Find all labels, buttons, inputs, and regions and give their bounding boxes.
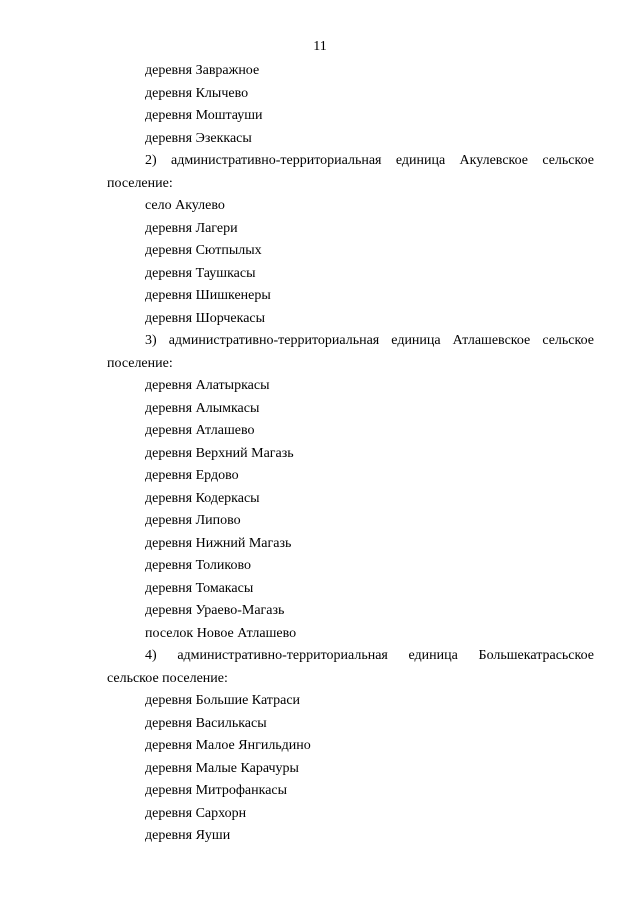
list-item: деревня Таушкасы bbox=[145, 265, 256, 281]
document-body bbox=[107, 60, 594, 848]
list-item: деревня Завражное bbox=[145, 63, 260, 78]
list-item: деревня Томакасы bbox=[145, 580, 254, 596]
list-item: деревня Малое Янгильдино bbox=[145, 738, 311, 753]
list-item: деревня Сютпылых bbox=[145, 243, 262, 258]
list-item: деревня Алымкасы bbox=[145, 400, 260, 416]
list-item: деревня Лагери bbox=[145, 220, 238, 236]
section-heading-paragraph: 3) административно-территориальная единица Атлашевское сельское поселение: bbox=[107, 333, 594, 371]
section-heading-paragraph: 2) административно-территориальная единица Акулевское сельское поселение: bbox=[107, 153, 594, 191]
list-item: деревня Моштауши bbox=[145, 108, 263, 123]
list-item: деревня Василькасы bbox=[145, 715, 267, 731]
list-item: деревня Митрофанкасы bbox=[145, 783, 288, 798]
section-heading-paragraph: 4) административно-территориальная единица Большекатрасьское сельское поселение: bbox=[107, 648, 594, 686]
list-item: деревня Алатыркасы bbox=[145, 378, 270, 393]
list-item: деревня Толиково bbox=[145, 558, 251, 573]
list-item: деревня Верхний Магазь bbox=[145, 445, 294, 461]
list-item: деревня Кодеркасы bbox=[145, 490, 260, 506]
list-item: деревня Клычево bbox=[145, 85, 249, 101]
list-item: поселок Новое Атлашево bbox=[145, 625, 297, 641]
list-item: деревня Малые Карачуры bbox=[145, 760, 299, 776]
list-item: село Акулево bbox=[145, 198, 225, 213]
list-item: деревня Ураево-Магазь bbox=[145, 603, 285, 618]
list-item: деревня Шишкенеры bbox=[145, 288, 271, 303]
list-item: деревня Шорчекасы bbox=[145, 310, 266, 326]
list-item: деревня Ердово bbox=[145, 468, 239, 483]
list-item: деревня Яуши bbox=[145, 828, 231, 843]
list-item: деревня Нижний Магазь bbox=[145, 535, 292, 551]
list-item: деревня Атлашево bbox=[145, 423, 255, 438]
page-number: 11 bbox=[313, 39, 327, 54]
list-item: деревня Липово bbox=[145, 513, 241, 528]
list-item: деревня Большие Катраси bbox=[145, 693, 301, 708]
list-item: деревня Сархорн bbox=[145, 805, 247, 821]
list-item: деревня Эзеккасы bbox=[145, 130, 252, 146]
